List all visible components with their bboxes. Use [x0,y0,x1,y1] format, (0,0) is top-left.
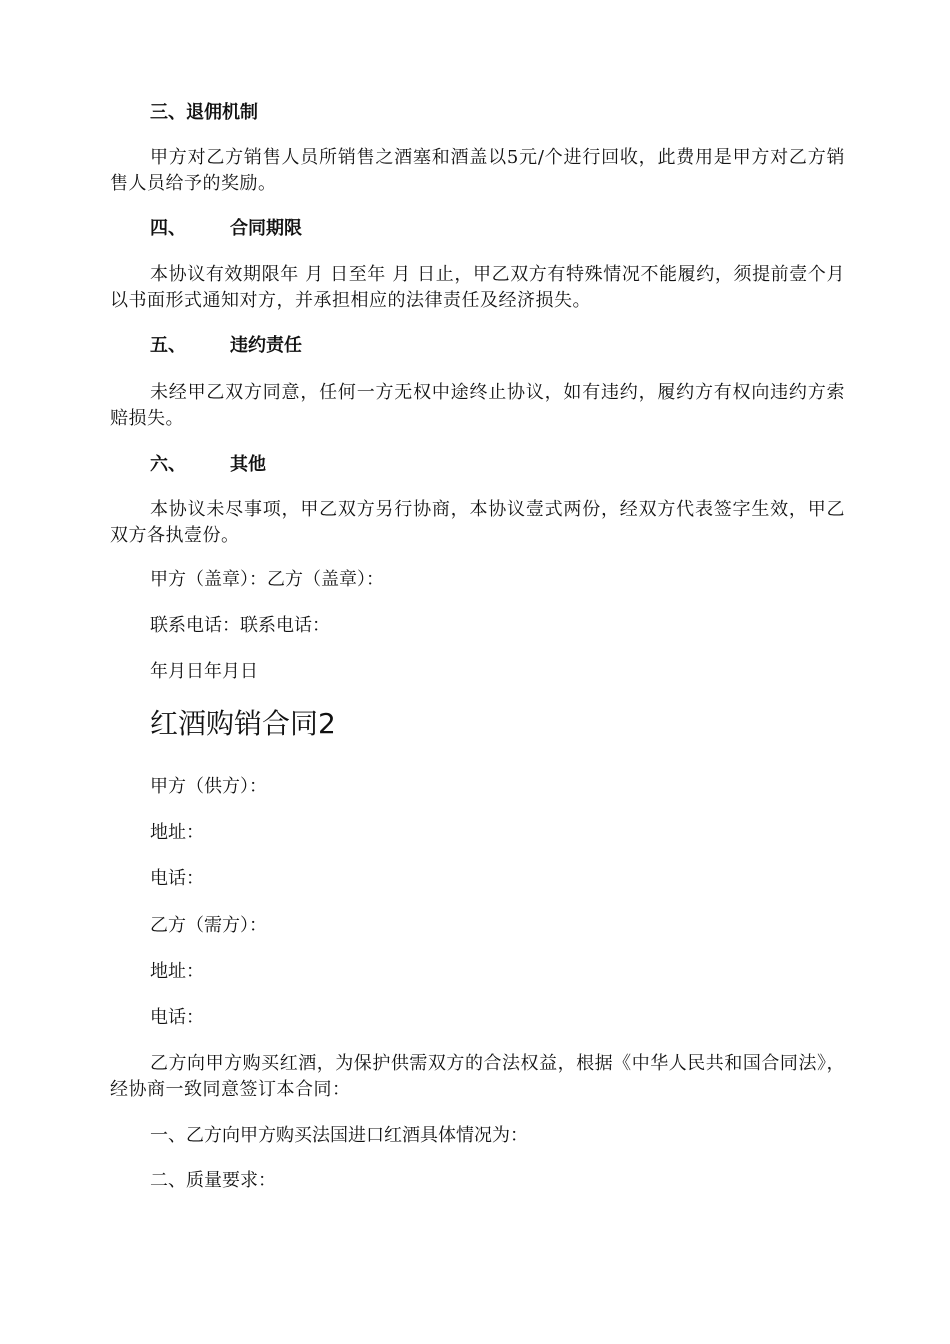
date-line: 年月日年月日 [150,661,258,682]
section-4-number: 四、 [150,218,186,239]
party-a-label: 甲方（供方）： [150,776,267,797]
section-4-title: 合同期限 [230,218,302,239]
contract-2-item-2: 二、质量要求： [150,1170,276,1191]
section-4-body: 本协议有效期限年 月 日至年 月 日止，甲乙双方有特殊情况不能履约，须提前壹个月以书面形式通知对方，并承担相应的法律责任及经济损失。 [110,264,845,311]
contract-2-title: 红酒购销合同2 [150,707,336,740]
party-a-address: 地址： [150,822,204,843]
seal-line: 甲方（盖章）：乙方（盖章）： [150,569,384,590]
section-3-heading: 三、退佣机制 [150,102,258,123]
contract-2-intro: 乙方向甲方购买红酒，为保护供需双方的合法权益，根据《中华人民共和国合同法》，经协商一致同意签订本合同： [110,1053,845,1100]
section-3-body: 甲方对乙方销售人员所销售之酒塞和酒盖以5元/个进行回收，此费用是甲方对乙方销售人员给予的奖励。 [110,147,845,194]
section-5-number: 五、 [150,335,186,356]
section-6-number: 六、 [150,454,186,475]
section-5-body: 未经甲乙双方同意，任何一方无权中途终止协议，如有违约，履约方有权向违约方索赔损失。 [110,382,845,429]
party-b-label: 乙方（需方）： [150,915,267,936]
phone-line: 联系电话：联系电话： [150,615,330,636]
section-6-body: 本协议未尽事项，甲乙双方另行协商，本协议壹式两份，经双方代表签字生效，甲乙双方各执壹份。 [110,499,845,546]
section-5-title: 违约责任 [230,335,302,356]
party-b-phone: 电话： [150,1007,204,1028]
section-6-title: 其他 [230,454,266,475]
party-b-address: 地址： [150,961,204,982]
section-4-heading [150,216,885,242]
section-6-heading [150,452,885,478]
party-a-phone: 电话： [150,868,204,889]
section-5-heading [150,333,885,359]
contract-2-item-1: 一、乙方向甲方购买法国进口红酒具体情况为： [150,1125,528,1146]
